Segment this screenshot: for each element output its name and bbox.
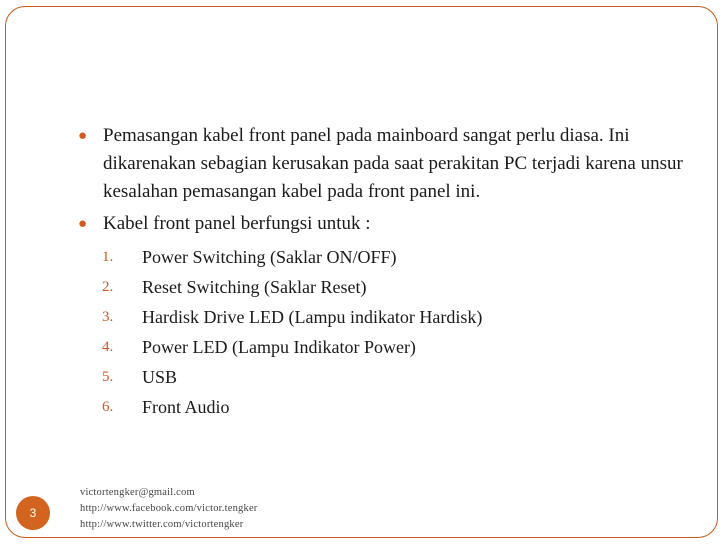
bullet-text: Pemasangan kabel front panel pada mainboard sangat perlu diasa. Ini dikarenakan sebagian kerusakan pada saat perakitan PC terjadi karena unsur kesalahan pemasangan kabel pada front panel ini.: [103, 125, 683, 202]
list-text: Front Audio: [142, 397, 230, 417]
page-number: 3: [29, 506, 37, 520]
list-item: [76, 272, 686, 302]
page-number-badge: [16, 496, 50, 530]
list-text: Power Switching (Saklar ON/OFF): [142, 247, 397, 267]
slide-content: [76, 122, 686, 422]
bullet-text: Kabel front panel berfungsi untuk :: [103, 213, 371, 234]
footer-facebook: http://www.facebook.com/victor.tengker: [80, 503, 258, 514]
list-item: [76, 362, 686, 392]
list-item: [76, 392, 686, 422]
list-item: [76, 332, 686, 362]
bullet-item: [76, 122, 686, 206]
bullet-icon: ●: [78, 216, 88, 232]
footer: [80, 485, 258, 533]
list-item: [76, 242, 686, 272]
list-number: 5.: [102, 369, 114, 385]
footer-twitter: http://www.twitter.com/victortengker: [80, 519, 244, 530]
list-number: 4.: [102, 339, 114, 355]
list-text: Power LED (Lampu Indikator Power): [142, 337, 416, 357]
list-text: USB: [142, 367, 178, 387]
list-item: [76, 302, 686, 332]
list-number: 3.: [102, 309, 114, 325]
bullet-icon: ●: [78, 128, 88, 144]
footer-email: victortengker@gmail.com: [80, 487, 195, 498]
list-number: 6.: [102, 399, 114, 415]
bullet-item: [76, 210, 686, 238]
list-number: 1.: [102, 249, 114, 265]
list-number: 2.: [102, 279, 114, 295]
numbered-list: [76, 242, 686, 422]
list-text: Hardisk Drive LED (Lampu indikator Hardisk): [142, 307, 483, 327]
list-text: Reset Switching (Saklar Reset): [142, 277, 367, 297]
